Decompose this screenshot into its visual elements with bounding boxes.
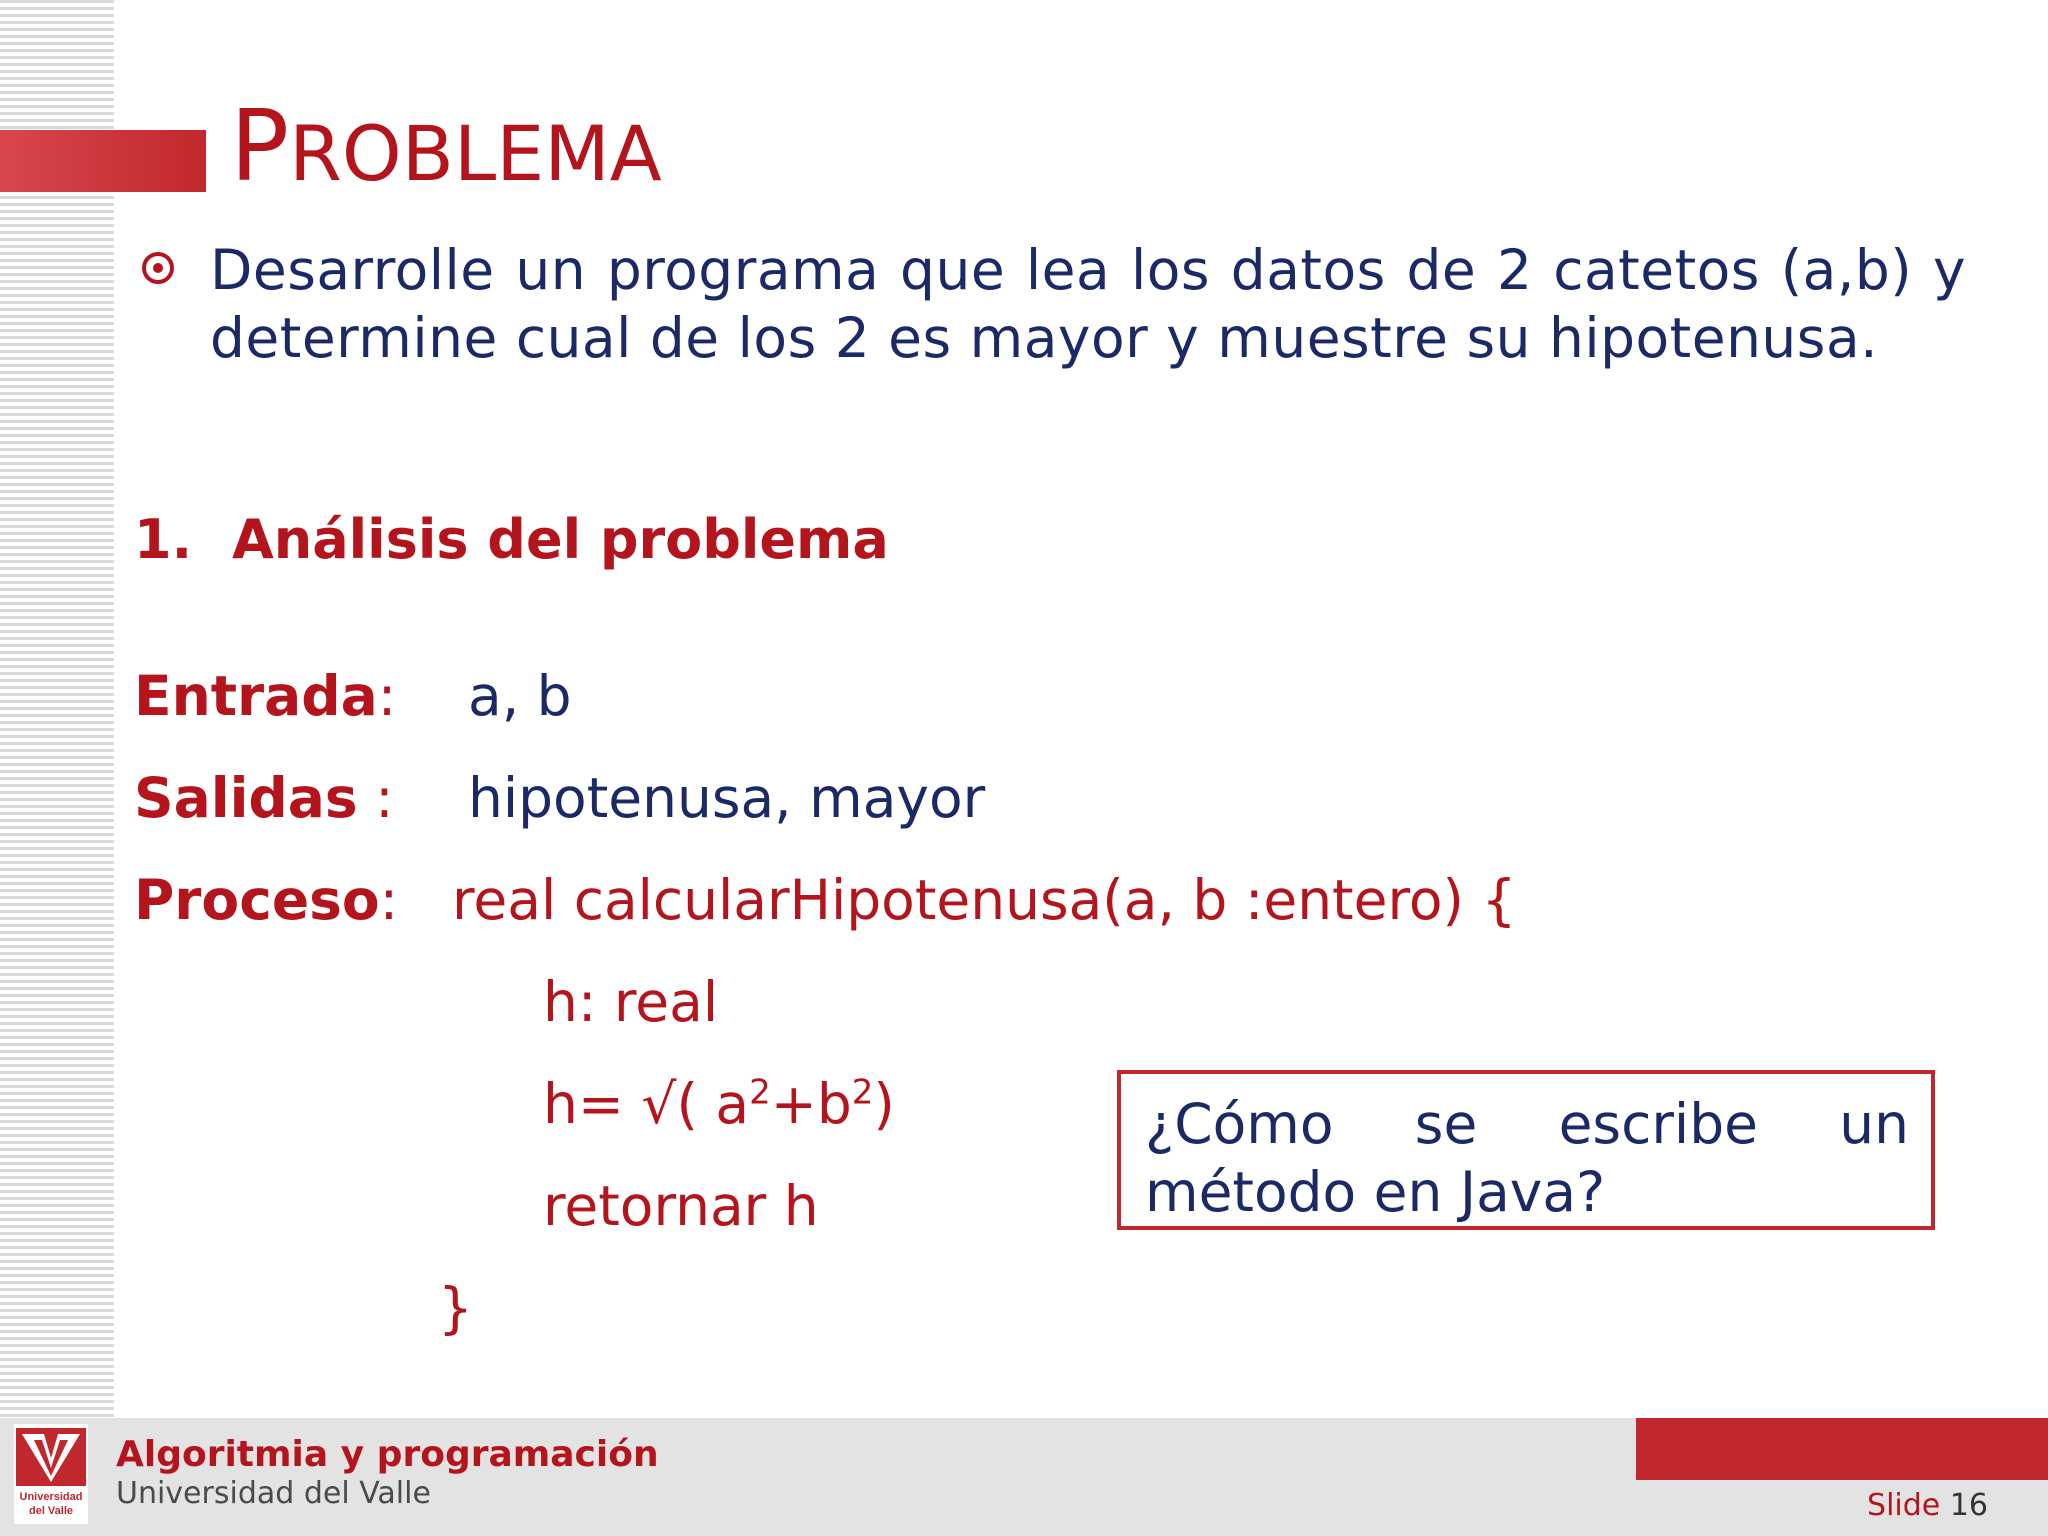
entrada-value: a, b <box>468 664 572 728</box>
salidas-value: hipotenusa, mayor <box>468 766 986 830</box>
slide-number <box>1867 1488 1988 1523</box>
entrada-colon: : <box>377 664 397 728</box>
slide-label: Slide <box>1867 1488 1941 1523</box>
code-line-declaration: h: real <box>543 970 719 1034</box>
title-first-letter: P <box>230 90 290 204</box>
slide-number-value: 16 <box>1949 1488 1988 1523</box>
circled-dot-icon <box>140 250 176 286</box>
analysis-heading <box>134 508 889 571</box>
code-line-return: retornar h <box>543 1174 819 1238</box>
question-text: ¿Cómo se escribe un método en Java? <box>1145 1092 1909 1224</box>
salidas-colon: : <box>357 766 394 830</box>
footer-red-bar <box>1636 1418 2048 1480</box>
code-line-formula <box>543 1072 895 1136</box>
university-name: Universidad del Valle <box>116 1476 431 1511</box>
problem-statement: Desarrolle un programa que lea los datos de 2 catetos (a,b) y determine cual de los 2 es mayor y muestre su hipotenusa. <box>210 238 1966 370</box>
slide-title <box>230 90 662 204</box>
title-rest: ROBLEMA <box>289 109 662 198</box>
formula-suffix: ) <box>873 1072 895 1136</box>
entrada-label: Entrada <box>134 664 378 728</box>
analysis-number: 1. <box>134 508 193 571</box>
proceso-signature: real calcularHipotenusa(a, b :entero) { <box>452 868 1517 932</box>
salidas-label: Salidas <box>134 766 358 830</box>
code-closing-brace: } <box>438 1276 473 1340</box>
analysis-title: Análisis del problema <box>232 508 889 571</box>
course-name: Algoritmia y programación <box>116 1434 659 1475</box>
proceso-label: Proceso <box>134 868 380 932</box>
formula-prefix: h= √( a <box>543 1072 750 1136</box>
formula-mid: +b <box>770 1072 852 1136</box>
proceso-colon: : <box>379 868 399 932</box>
left-stripe-decoration <box>0 0 114 1418</box>
logo-text-line2: del Valle <box>28 1505 74 1517</box>
proceso-row <box>134 868 1517 932</box>
question-box <box>1117 1070 1935 1230</box>
formula-exponent-a: 2 <box>749 1072 771 1113</box>
university-logo <box>14 1424 88 1524</box>
entrada-row <box>134 664 572 728</box>
formula-exponent-b: 2 <box>851 1072 874 1113</box>
title-accent-bar <box>0 130 206 192</box>
logo-text-line1: Universidad <box>19 1491 83 1503</box>
salidas-row <box>134 766 986 830</box>
